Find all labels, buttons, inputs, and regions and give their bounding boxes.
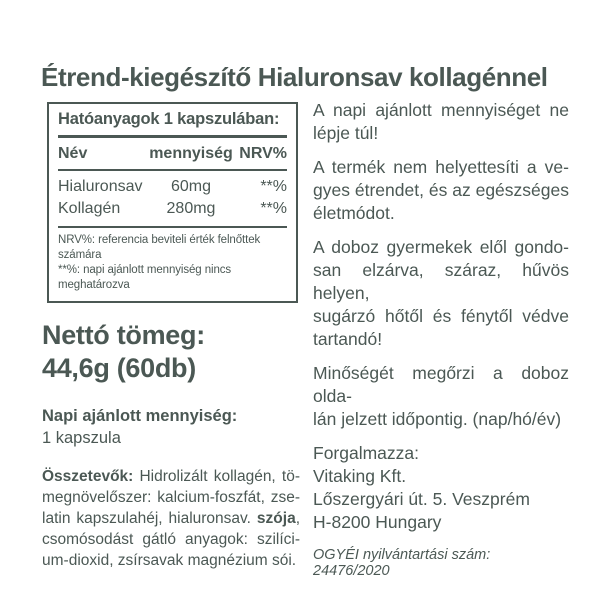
daily-dose-label: Napi ajánlott mennyiség:	[42, 407, 238, 425]
ingredient-nrv: **%	[260, 200, 287, 217]
table-row	[58, 176, 287, 198]
net-weight-value: 44,6g (60db)	[42, 353, 196, 383]
table-body	[58, 171, 287, 228]
product-title: Étrend-kiegészítő Hialuronsav kollagénnel	[41, 62, 548, 92]
table-title: Hatóanyagok 1 kapszulában:	[58, 110, 287, 138]
ingredient-nrv: **%	[260, 178, 287, 195]
left-column	[42, 102, 300, 571]
right-column	[313, 99, 569, 579]
ingredient-amount: 60mg	[170, 178, 212, 195]
daily-dose-block	[42, 405, 300, 449]
column-header-nrv: NRV%	[239, 145, 287, 162]
table-row	[58, 198, 287, 220]
column-header-name: Név	[58, 145, 88, 162]
distributor-block: Forgalmazza: Vitaking Kft. Lőszergyári út. 5. Veszprém H-8200 Hungary	[313, 443, 530, 532]
ingredients-paragraph: Összetevők: Hidrolizált kollagén, tö- megnövelőszer: kalcium-foszfát, zse- latin kapszulahéj, hialuronsav. szója, csomósodást gátló anyagok: szilíci- um-dioxid, zsírsavak magnézium sói.	[42, 468, 300, 569]
warning-varied-diet: A termék nem helyettesíti a ve- gyes étrendet, és az egészséges életmódot.	[313, 157, 569, 223]
warning-storage: A doboz gyermekek elől gondo- san elzárva, száraz, hűvös helyen, sugárzó hőtől és fénytől védve tartandó!	[313, 237, 569, 349]
table-footnotes	[58, 228, 287, 297]
table-header-row	[58, 138, 287, 171]
footnote-nrv: NRV%: referencia beviteli érték felnőttek számára	[58, 234, 261, 261]
warning-dose-limit: A napi ajánlott mennyiséget ne lépje túl!	[313, 100, 569, 143]
footnote-asterisk: **%: napi ajánlott mennyiség nincs meghatározva	[58, 264, 232, 291]
ingredient-name: Hialuronsav	[58, 178, 143, 195]
net-weight-block	[42, 319, 300, 385]
net-weight-label: Nettó tömeg:	[42, 320, 205, 350]
warning-best-before: Minőségét megőrzi a doboz olda- lán jelzett időpontig. (nap/hó/év)	[313, 363, 569, 429]
column-header-amount: mennyiség	[149, 145, 233, 162]
active-ingredients-table	[47, 102, 298, 303]
ingredient-name: Kollagén	[58, 200, 121, 217]
daily-dose-value: 1 kapszula	[42, 429, 121, 447]
registration-number: OGYÉI nyilvántartási szám: 24476/2020	[313, 547, 491, 579]
ingredient-amount: 280mg	[166, 200, 216, 217]
